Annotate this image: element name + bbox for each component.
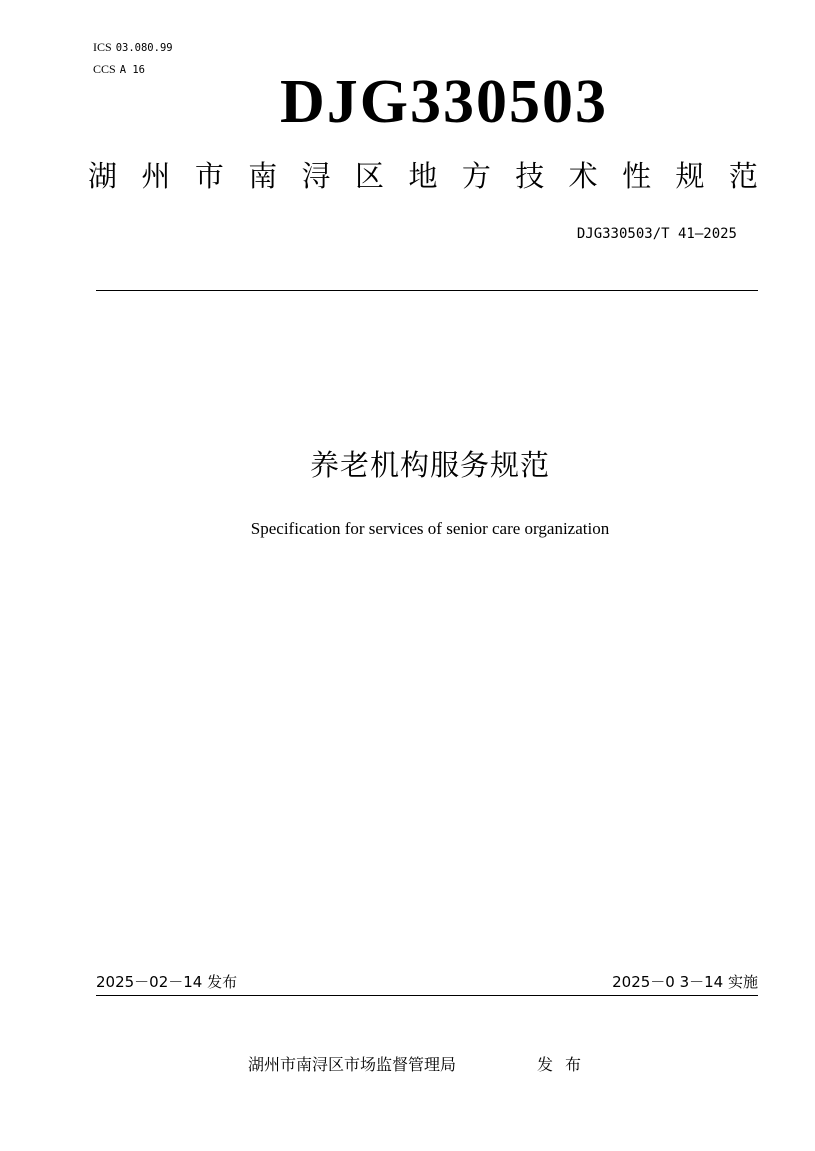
issuing-action: 发布 [537,1055,594,1074]
category-char: 技 [515,159,545,193]
ccs-code [93,62,145,77]
category-char: 方 [461,159,491,193]
category-char: 州 [141,159,171,193]
category-char: 湖 [88,159,118,193]
category-char: 地 [408,159,438,193]
ics-value: 03.080.99 [115,42,173,54]
standard-category [88,158,758,194]
category-char: 区 [355,159,385,193]
ics-code [93,40,173,55]
category-char: 规 [675,159,705,193]
ccs-value: A 16 [119,64,145,76]
issue-date: 2025－02－14 发布 [96,973,238,991]
category-char: 性 [622,159,652,193]
document-title-english: Specification for services of senior care organization [250,519,610,538]
issuing-authority: 湖州市南浔区市场监督管理局 [248,1055,457,1074]
category-char: 浔 [301,159,331,193]
bottom-divider [96,995,758,996]
category-char: 市 [194,159,224,193]
ics-label: ICS [93,40,112,54]
top-divider [96,290,758,291]
implementation-date: 2025－0 3－14 实施 [612,973,758,991]
category-char: 术 [568,159,598,193]
standard-number: DJG330503/T 41—2025 [576,226,737,242]
category-char: 范 [728,159,758,193]
ccs-label: CCS [93,62,116,76]
document-title-chinese: 养老机构服务规范 [309,448,550,482]
category-char: 南 [248,159,278,193]
standard-mark: DJG330503 [280,68,608,136]
